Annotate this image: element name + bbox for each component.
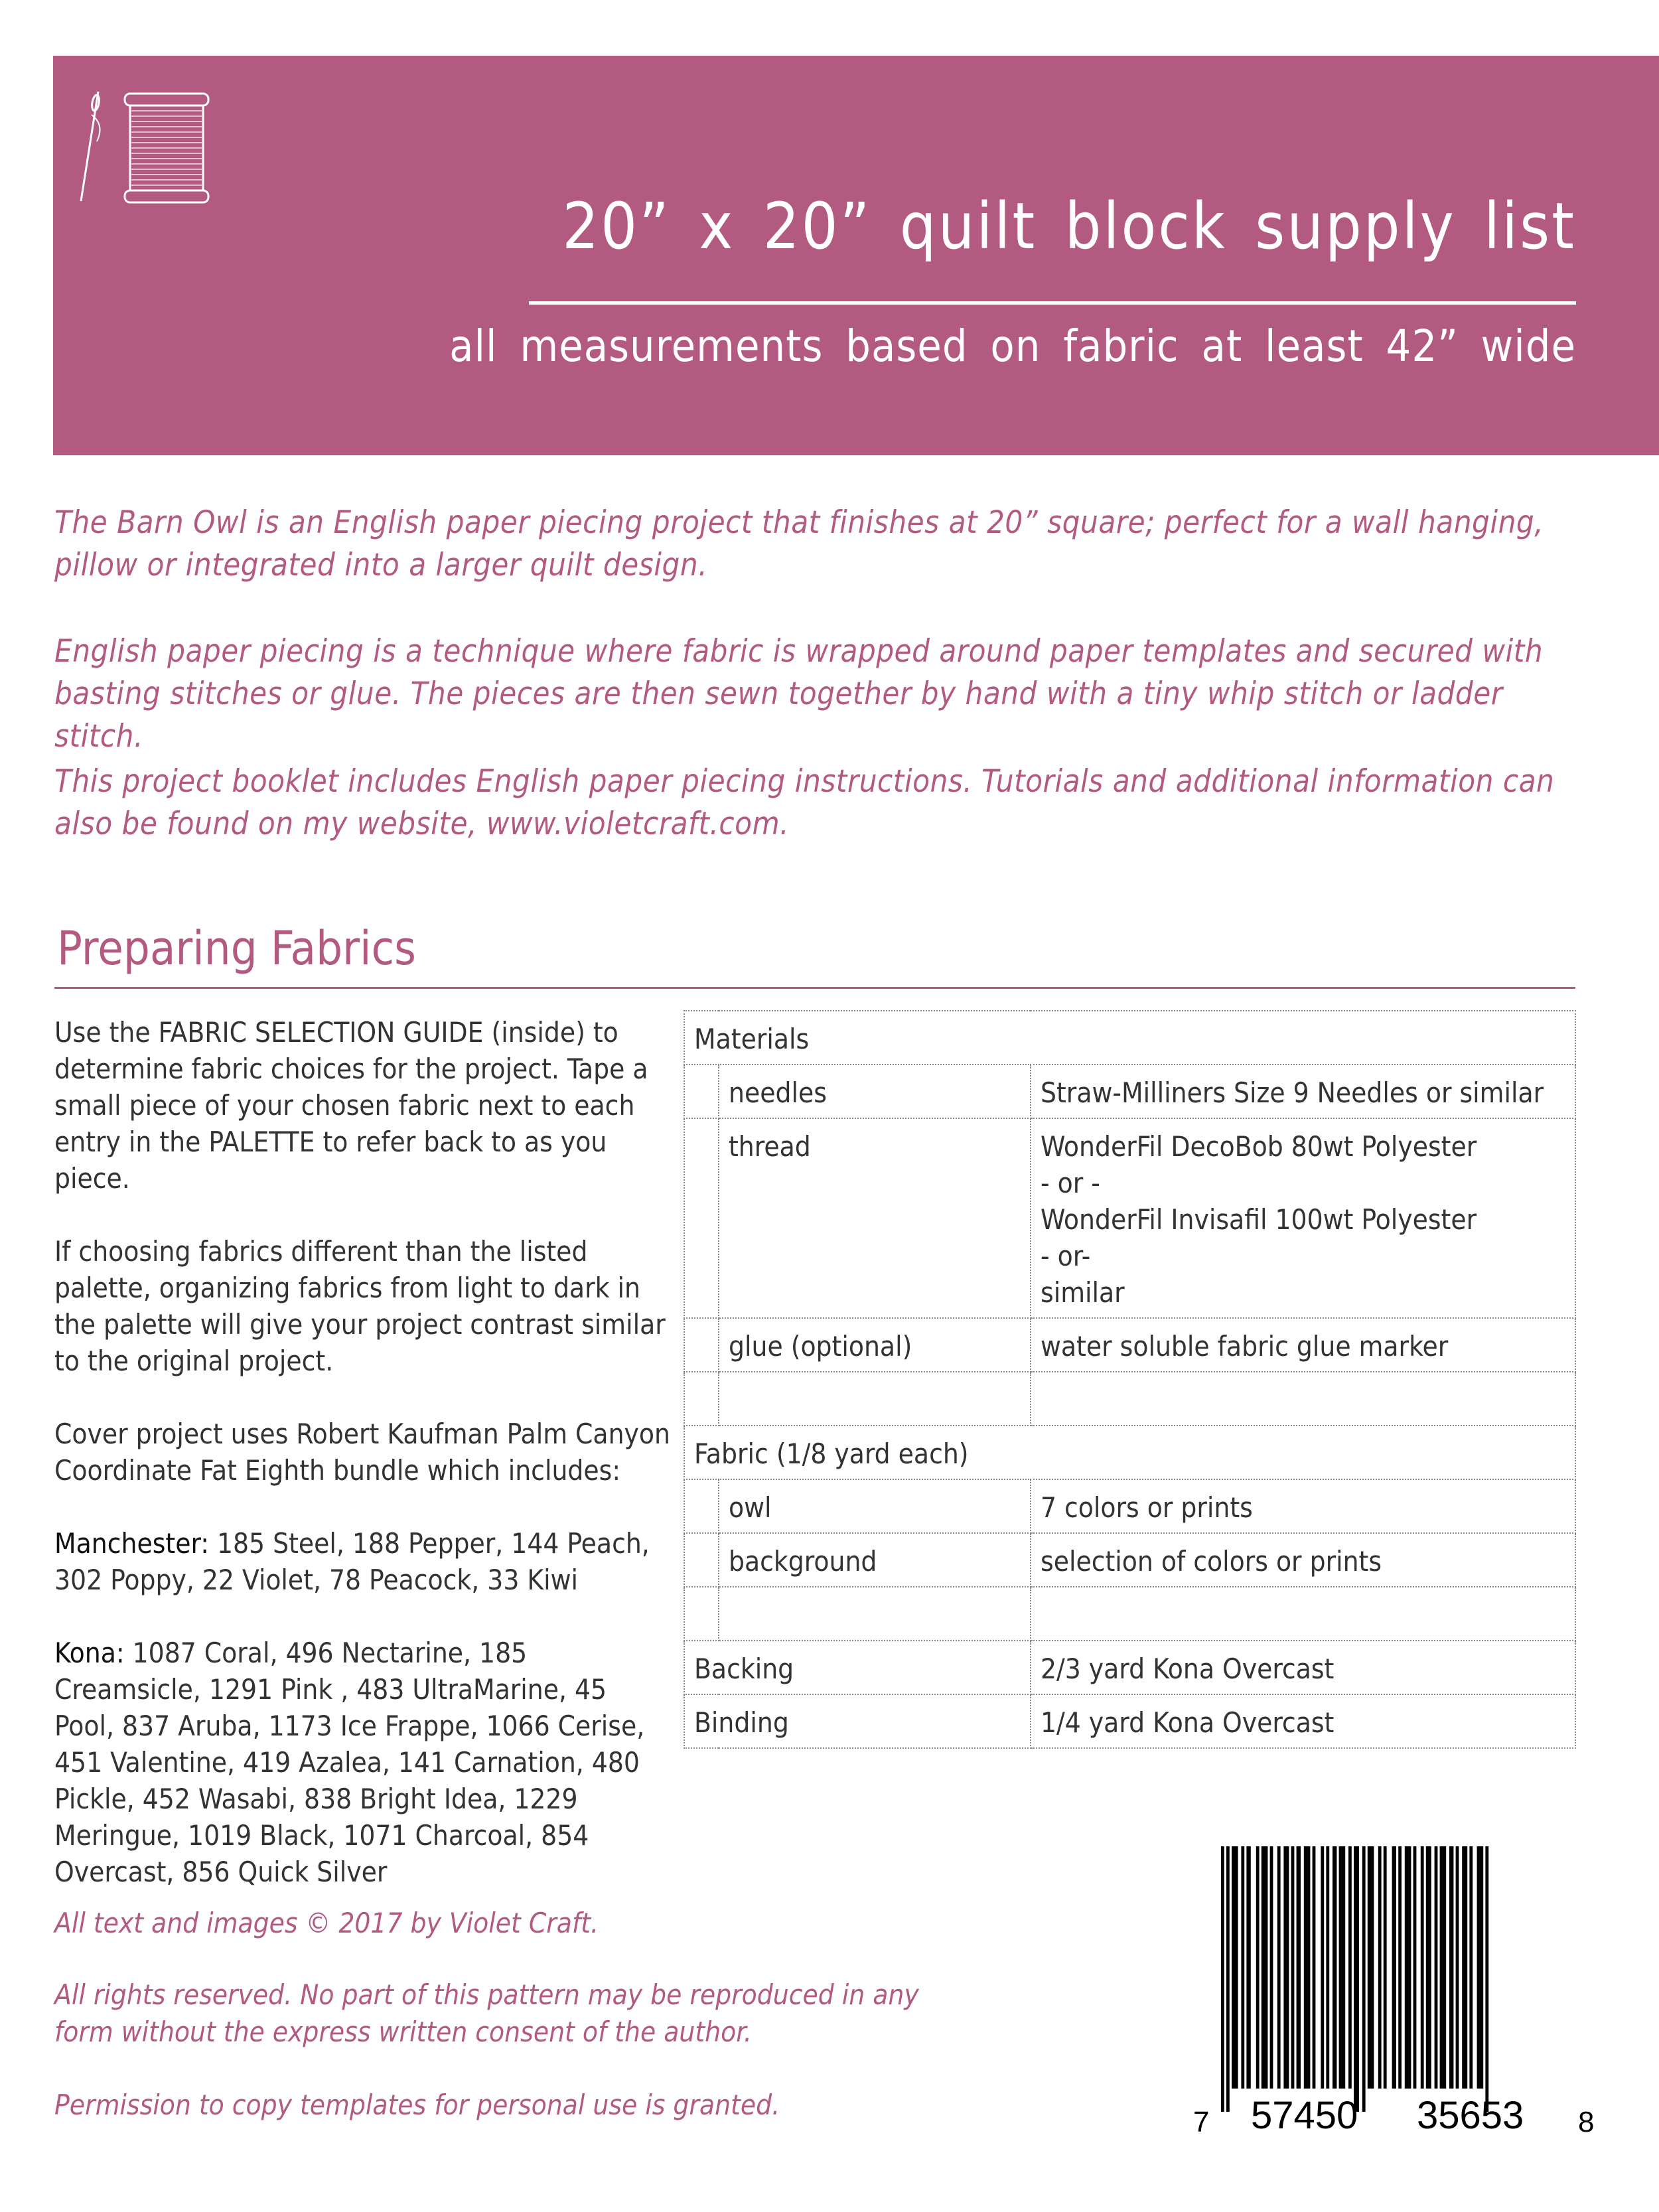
thread-line: - or - — [1041, 1167, 1100, 1199]
table-row — [684, 1426, 1575, 1479]
materials-header: Materials — [684, 1011, 1575, 1065]
barcode-bar — [1384, 1846, 1387, 2089]
permission-notice: Permission to copy templates for personal use is granted. — [54, 2089, 780, 2121]
table-row — [684, 1479, 1575, 1533]
barcode-bar — [1326, 1846, 1329, 2089]
owl-label: owl — [719, 1479, 1031, 1533]
barcode-bar — [1283, 1846, 1289, 2089]
intro-paragraph-1: The Barn Owl is an English paper piecing project that finishes at 20” square; perfect for a wall hanging, pillow or integrated into a larger quilt design. — [54, 504, 1544, 583]
barcode-bar — [1297, 1846, 1301, 2089]
barcode-bar — [1241, 1846, 1244, 2089]
barcode-first-digit: 7 — [1193, 2106, 1210, 2138]
indent-cell — [684, 1318, 719, 1372]
glue-label: glue (optional) — [719, 1318, 1031, 1372]
barcode-bar — [1392, 1846, 1396, 2089]
barcode-bar — [1456, 1846, 1459, 2089]
barcode-bar — [1421, 1846, 1424, 2089]
indent-cell — [684, 1372, 719, 1426]
barcode-bar — [1321, 1846, 1324, 2089]
cover-project-paragraph: Cover project uses Robert Kaufman Palm Canyon Coordinate Fat Eighth bundle which includes: — [54, 1418, 670, 1487]
barcode-bar — [1413, 1846, 1417, 2089]
table-row — [684, 1533, 1575, 1587]
indent-cell — [684, 1479, 719, 1533]
barcode-bar — [1348, 1846, 1352, 2089]
preparing-fabrics-text — [54, 1014, 672, 1927]
page-subtitle: all measurements based on fabric at least 42” wide — [449, 321, 1576, 372]
thread-line: WonderFil DecoBob 80wt Polyester — [1041, 1130, 1477, 1163]
barcode-bar — [1469, 1846, 1473, 2089]
barcode-bar — [1333, 1846, 1336, 2089]
needles-value: Straw-Milliners Size 9 Needles or similar — [1031, 1065, 1575, 1118]
kona-label: Kona: — [54, 1637, 125, 1669]
barcode-bar — [1435, 1846, 1438, 2089]
empty-cell — [719, 1372, 1031, 1426]
needles-label: needles — [719, 1065, 1031, 1118]
table-row — [684, 1587, 1575, 1641]
thread-line: WonderFil Invisafil 100wt Polyester — [1041, 1203, 1477, 1236]
table-row — [684, 1011, 1575, 1065]
barcode-bar — [1449, 1846, 1453, 2089]
page-title: 20” x 20” quilt block supply list — [562, 189, 1576, 263]
barcode-bar — [1362, 1846, 1366, 2112]
barcode-bar — [1405, 1846, 1411, 2089]
backing-label: Backing — [684, 1641, 1031, 1694]
background-label: background — [719, 1533, 1031, 1587]
table-row — [684, 1318, 1575, 1372]
backing-value: 2/3 yard Kona Overcast — [1031, 1641, 1575, 1694]
indent-cell — [684, 1118, 719, 1318]
table-row — [684, 1065, 1575, 1118]
kona-paragraph — [54, 1635, 672, 1890]
barcode-bar — [1339, 1846, 1346, 2089]
rights-notice: All rights reserved. No part of this pattern may be reproduced in any form without the express written consent of the author. — [54, 1978, 919, 2048]
barcode-bar — [1291, 1846, 1295, 2089]
table-row — [684, 1641, 1575, 1694]
thread-label: thread — [719, 1118, 1031, 1318]
barcode-bar — [1304, 1846, 1311, 2089]
barcode-bar — [1226, 1846, 1230, 2112]
manchester-label: Manchester: — [54, 1527, 209, 1560]
glue-value: water soluble fabric glue marker — [1031, 1318, 1575, 1372]
fabric-contrast-paragraph: If choosing fabrics different than the listed palette, organizing fabrics from light to dark in the palette will give your project contrast similar to the original project. — [54, 1235, 666, 1377]
thread-line: - or- — [1041, 1240, 1091, 1272]
barcode-bar — [1462, 1846, 1467, 2089]
barcode-bar — [1398, 1846, 1402, 2089]
barcode-bar — [1221, 1846, 1224, 2112]
barcode-bar — [1378, 1846, 1382, 2089]
background-value: selection of colors or prints — [1031, 1533, 1575, 1587]
barcode — [1181, 1846, 1606, 2138]
owl-value: 7 colors or prints — [1031, 1479, 1575, 1533]
indent-cell — [684, 1533, 719, 1587]
barcode-last-digit: 8 — [1578, 2106, 1595, 2138]
copyright-notice: All text and images © 2017 by Violet Craft. — [54, 1907, 599, 1939]
thread-value — [1031, 1118, 1575, 1318]
materials-table — [684, 1010, 1576, 1749]
empty-cell — [719, 1587, 1031, 1641]
empty-cell — [1031, 1372, 1575, 1426]
section-divider — [54, 987, 1575, 989]
table-row — [684, 1694, 1575, 1748]
barcode-bar — [1440, 1846, 1447, 2089]
intro-paragraph-2: English paper piecing is a technique where fabric is wrapped around paper templates and secured with basting stitches or glue. The pieces are then sewn together by hand with a tiny whip stitch or ladder stitch. — [54, 633, 1544, 755]
barcode-right-digits: 35653 — [1417, 2094, 1524, 2137]
thread-line: similar — [1041, 1276, 1125, 1309]
table-row — [684, 1372, 1575, 1426]
indent-cell — [684, 1065, 719, 1118]
needle-and-spool-icon — [78, 88, 215, 208]
fabric-header: Fabric (1/8 yard each) — [684, 1426, 1575, 1479]
intro-paragraph-3: This project booklet includes English paper piecing instructions. Tutorials and additional information can also be found on my website, www.violetcraft.com. — [54, 763, 1555, 842]
kona-colors: 1087 Coral, 496 Nectarine, 185 Creamsicle, 1291 Pink , 483 UltraMarine, 45 Pool, 837 Aruba, 1173 Ice Frappe, 1066 Cerise, 451 Valentine, 419 Azalea, 141 Carnation, 480 Pickle, 452 Wasabi, 838 Bright Idea, 1229 Meringue, 1019 Black, 1071 Charcoal, 854 Overcast, 856 Quick Silver — [54, 1637, 645, 1888]
binding-label: Binding — [684, 1694, 1031, 1748]
barcode-bar — [1270, 1846, 1273, 2089]
table-row — [684, 1118, 1575, 1318]
barcode-bar — [1232, 1846, 1238, 2089]
manchester-paragraph — [54, 1525, 672, 1598]
indent-cell — [684, 1587, 719, 1641]
barcode-bar — [1246, 1846, 1250, 2089]
barcode-bar — [1477, 1846, 1484, 2089]
title-divider — [529, 301, 1576, 305]
manchester-colors: 185 Steel, 188 Pepper, 144 Peach, 302 Poppy, 22 Violet, 78 Peacock, 33 Kiwi — [54, 1527, 650, 1596]
barcode-bar — [1262, 1846, 1268, 2089]
fabric-guide-paragraph: Use the FABRIC SELECTION GUIDE (inside) to determine fabric choices for the project. Tape a small piece of your chosen fabric next to each entry in the PALETTE to refer back to as you piece. — [54, 1016, 648, 1195]
binding-value: 1/4 yard Kona Overcast — [1031, 1694, 1575, 1748]
empty-cell — [1031, 1587, 1575, 1641]
barcode-bar — [1313, 1846, 1316, 2089]
barcode-bar — [1426, 1846, 1431, 2089]
section-heading: Preparing Fabrics — [57, 921, 416, 976]
barcode-left-digits: 57450 — [1251, 2094, 1358, 2137]
barcode-bar — [1485, 1846, 1488, 2112]
barcode-bar — [1354, 1846, 1359, 2112]
barcode-bar — [1256, 1846, 1260, 2089]
barcode-bar — [1368, 1846, 1374, 2089]
barcode-bar — [1277, 1846, 1281, 2089]
